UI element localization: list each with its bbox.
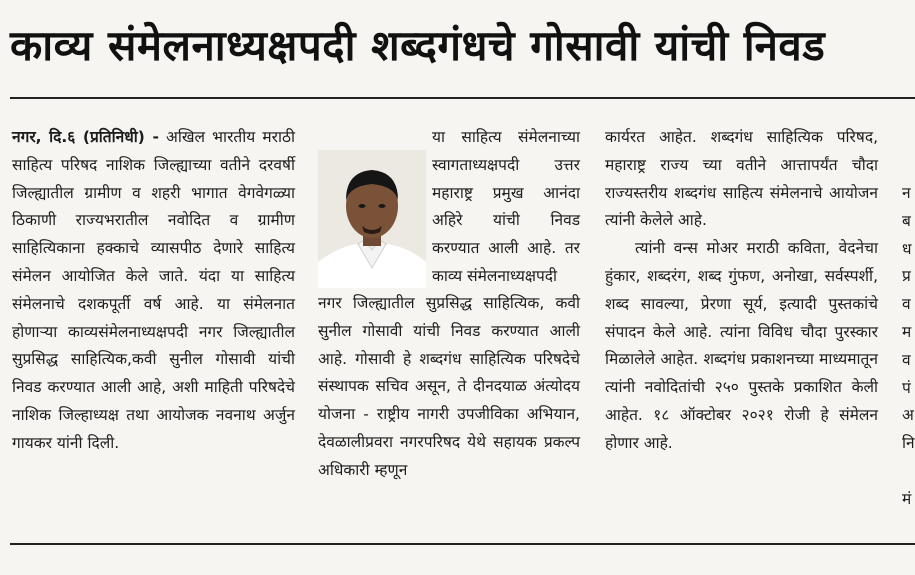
column-3-para-2: त्यांनी वन्स मोअर मराठी कविता, वेदनेचा हुंकार, शब्दरंग, शब्द गुंफण, अनोखा, सर्वस्पर्शी, शब्द सावल्या, प्रेरणा सूर्य, इत्यादी पुस्तकांचे संपादन केले आहे. त्यांना विविध चौदा पुरस्कार मिळालेले आहेत. शब्दगंध प्रकाशनच्या माध्यमातून त्यांनी नवोदितांची २५० पुस्तके प्रकाशित केली आहेत. १८ ऑक्टोबर २०२१ रोजी हे संमेलन होणार आहे. <box>605 239 878 452</box>
article-column-1 <box>12 124 295 458</box>
headline: काव्य संमेलनाध्यक्षपदी शब्दगंधचे गोसावी यांची निवड <box>10 21 826 70</box>
column-2-text: नगर जिल्ह्यातील सुप्रसिद्ध साहित्यिक, कवी सुनील गोसावी यांची निवड करण्यात आली आहे. गोसावी हे शब्दगंध साहित्यिक परिषदेचे संस्थापक सचिव असून, ते दीनदयाळ अंत्योदय योजना - राष्ट्रीय नागरी उपजीविका अभियान, देवळालीप्रवरा नगरपरिषद येथे सहायक प्रकल्प अधिकारी म्हणून <box>318 294 580 479</box>
bottom-rule <box>10 543 915 545</box>
portrait-image <box>318 150 426 288</box>
column-1-text: अखिल भारतीय मराठी साहित्य परिषद नाशिक जिल्ह्याच्या वतीने दरवर्षी जिल्ह्यातील ग्रामीण व शहरी भागात वेगवेगळ्या ठिकाणी राज्यभरातील नवोदित व ग्रामीण साहित्यिकाना हक्काचे व्यासपीठ देणारे साहित्य संमेलन आयोजित केले जाते. यंदा या साहित्य संमेलनाचे दशकपूर्ती वर्ष आहे. या संमेलनात होणाऱ्या काव्यसंमेलनाध्यक्षपदी नगर जिल्ह्यातील सुप्रसिद्ध साहित्यिक,कवी सुनील गोसावी यांची निवड करण्यात आली आहे, अशी माहिती परिषदेचे नाशिक जिल्हाध्यक्ष तथा आयोजक नवनाथ अर्जुन गायकर यांनी दिली. <box>12 128 295 452</box>
article-column-3 <box>605 124 878 458</box>
article-column-2-top <box>432 124 580 291</box>
column-3-para-1: कार्यरत आहेत. शब्दगंध साहित्यिक परिषद, महाराष्ट्र राज्य च्या वतीने आत्तापर्यंत चौदा राज्यस्तरीय शब्दगंध साहित्य संमेलनाचे आयोजन त्यांनी केलेले आहे. <box>605 128 878 230</box>
portrait-photo <box>318 150 426 288</box>
article-column-2 <box>318 290 580 485</box>
top-rule <box>10 97 915 99</box>
adjacent-column-fragment: न ब ध प्र व म व पं अ नि मं <box>902 184 915 508</box>
dateline: नगर, दि.६ (प्रतिनिधी) - <box>12 128 159 146</box>
column-2-top-text: या साहित्य संमेलनाच्या स्वागताध्यक्षपदी उत्तर महाराष्ट्र प्रमुख आनंदा अहिरे यांची निवड करण्यात आली आहे. तर काव्य संमेलनाध्यक्षपदी <box>432 128 580 285</box>
